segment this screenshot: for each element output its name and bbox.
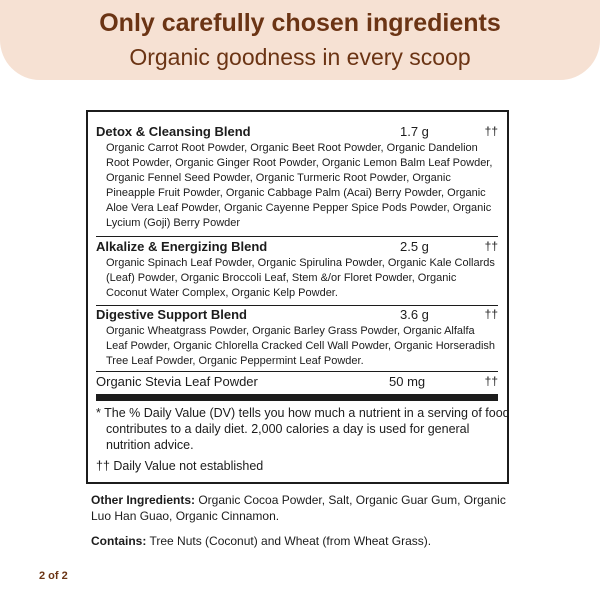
stevia-amount: 50 mg [389,374,426,389]
header-banner [0,0,600,80]
allergen-statement [91,534,511,548]
blend-amount: 3.6 g [400,307,429,322]
other-ingredients [91,492,511,524]
blend-name: Alkalize & Energizing Blend [96,239,268,254]
dagger-footnote: †† Daily Value not established [96,459,264,473]
stevia-row [96,374,498,391]
daily-value-footnote: * The % Daily Value (DV) tells you how much a nutrient in a serving of food contributes to a daily diet. 2,000 calories a day is used for general nutrition advice. [96,406,510,452]
daily-value-marker: †† [484,124,498,138]
other-ingredients-text: Organic Cocoa Powder, Salt, Organic Guar Gum, Organic Luo Han Guao, Organic Cinnamon. [91,493,506,523]
daily-value-marker: †† [484,239,498,253]
other-ingredients-label: Other Ingredients: [91,493,196,507]
page-indicator: 2 of 2 [39,570,68,582]
divider [96,371,498,372]
stevia-name: Organic Stevia Leaf Powder [96,374,258,389]
blend-name: Digestive Support Blend [96,307,247,322]
thick-divider [96,394,498,401]
detox-blend [96,124,498,231]
blend-amount: 2.5 g [400,239,429,254]
supplement-facts-panel [86,110,509,484]
blend-ingredients: Organic Spinach Leaf Powder, Organic Spirulina Powder, Organic Kale Collards (Leaf) Powder, Organic Broccoli Leaf, Stem &/or Floret Powder, Organic Coconut Water Complex, Organic Kelp Powder. [106,257,495,299]
daily-value-marker: †† [484,374,498,388]
contains-label: Contains: [91,534,147,548]
blend-amount: 1.7 g [400,124,429,139]
divider [96,305,498,306]
blend-ingredients: Organic Carrot Root Powder, Organic Beet Root Powder, Organic Dandelion Root Powder, Organic Ginger Root Powder, Organic Lemon Balm Leaf Powder, Organic Fennel Seed Powder, Organic Turmeric Root Powder, Organic Pineapple Fruit Powder, Organic Cabbage Palm (Acai) Berry Powder, Organic Aloe Vera Leaf Powder, Organic Cayenne Pepper Spice Pods Powder, Organic Lycium (Goji) Berry Powder [106,142,493,229]
digestive-blend [96,307,498,369]
divider [96,236,498,237]
banner-subtitle: Organic goodness in every scoop [129,44,471,70]
blend-name: Detox & Cleansing Blend [96,124,251,139]
blend-ingredients: Organic Wheatgrass Powder, Organic Barley Grass Powder, Organic Alfalfa Leaf Powder, Organic Chlorella Cracked Cell Wall Powder, Organic Horseradish Tree Leaf Powder, Organic Peppermint Leaf Powder. [106,325,496,367]
contains-text: Tree Nuts (Coconut) and Wheat (from Wheat Grass). [146,534,432,548]
daily-value-marker: †† [484,307,498,321]
banner-title: Only carefully chosen ingredients [99,9,501,37]
alkalize-blend [96,239,498,301]
